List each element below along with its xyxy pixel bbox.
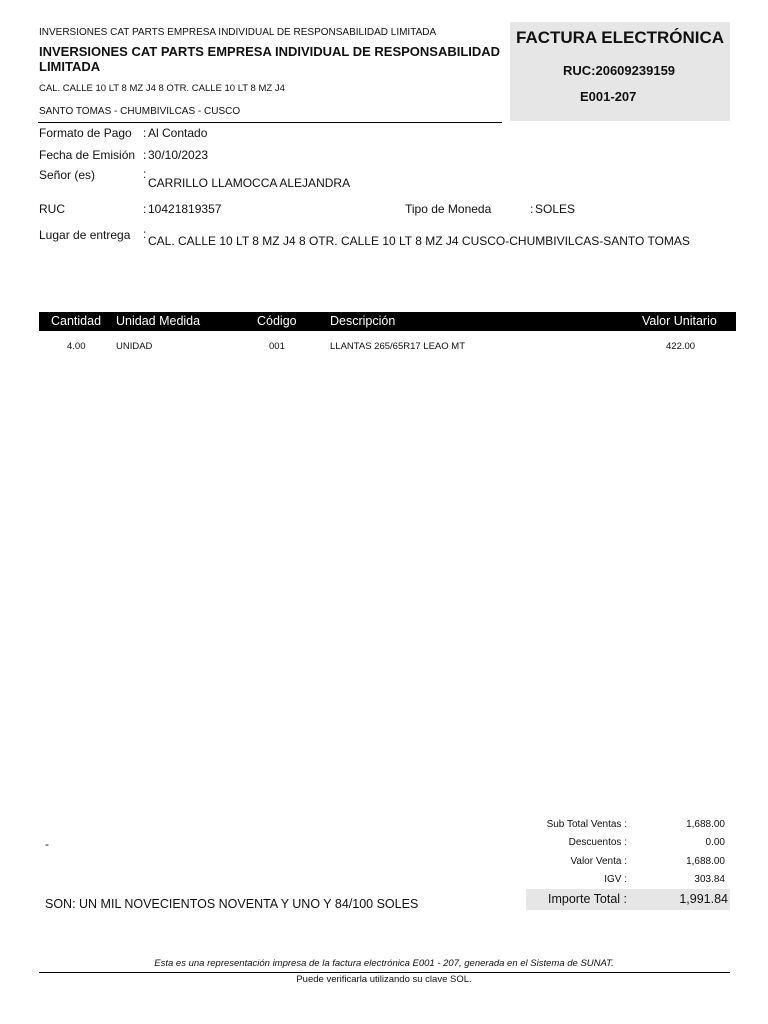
moneda-colon: : bbox=[530, 202, 534, 216]
issuer-name-small: INVERSIONES CAT PARTS EMPRESA INDIVIDUAL DE RESPONSABILIDAD LIMITADA bbox=[39, 27, 437, 38]
formato-label: Formato de Pago bbox=[39, 126, 132, 140]
formato-value: Al Contado bbox=[148, 126, 208, 140]
fecha-label: Fecha de Emisión bbox=[39, 148, 136, 162]
issuer-divider bbox=[38, 122, 502, 123]
importe-total-value: 1,991.84 bbox=[679, 892, 728, 906]
igv-value: 303.84 bbox=[694, 874, 725, 885]
legal-legend: Esta es una representación impresa de la factura electrónica E001 - 207, generada en el Sistema de SUNAT. bbox=[154, 958, 614, 969]
cell-descripcion: LLANTAS 265/65R17 LEAO MT bbox=[330, 341, 465, 352]
senor-colon: : bbox=[143, 167, 147, 181]
valor-venta-label: Valor Venta : bbox=[570, 856, 627, 867]
descuentos-value: 0.00 bbox=[705, 837, 725, 848]
col-header-cantidad: Cantidad bbox=[51, 314, 102, 328]
document-number: E001-207 bbox=[580, 89, 637, 104]
verification-note: Puede verificarla utilizando su clave SOL. bbox=[296, 974, 472, 985]
fecha-value: 30/10/2023 bbox=[148, 148, 209, 162]
subtotal-value: 1,688.00 bbox=[686, 819, 725, 830]
ruc-colon: : bbox=[143, 202, 147, 216]
lugar-label: Lugar de entrega bbox=[39, 228, 131, 242]
subtotal-label: Sub Total Ventas : bbox=[546, 819, 627, 830]
col-header-valor-unitario: Valor Unitario bbox=[642, 314, 717, 328]
issuer-ruc: RUC:20609239159 bbox=[563, 63, 676, 78]
issuer-name-bold: INVERSIONES CAT PARTS EMPRESA INDIVIDUAL DE RESPONSABILIDAD LIMITADA bbox=[39, 44, 501, 74]
issuer-address: CAL. CALLE 10 LT 8 MZ J4 8 OTR. CALLE 10 LT 8 MZ J4 bbox=[39, 83, 285, 94]
ruc-value: 10421819357 bbox=[148, 202, 222, 216]
cell-codigo: 001 bbox=[269, 341, 285, 352]
issuer-district: SANTO TOMAS - CHUMBIVILCAS - CUSCO bbox=[39, 106, 241, 117]
col-header-descripcion: Descripción bbox=[330, 314, 396, 328]
ruc-label: RUC bbox=[39, 202, 65, 216]
fecha-colon: : bbox=[143, 148, 147, 162]
cell-valor-unitario: 422.00 bbox=[666, 341, 696, 352]
descuentos-label: Descuentos : bbox=[568, 837, 627, 848]
formato-colon: : bbox=[143, 126, 147, 140]
moneda-value: SOLES bbox=[535, 202, 576, 216]
cell-unidad: UNIDAD bbox=[116, 341, 153, 352]
moneda-label: Tipo de Moneda bbox=[405, 202, 492, 216]
cell-cantidad: 4.00 bbox=[67, 341, 86, 352]
senor-label: Señor (es) bbox=[39, 168, 96, 182]
valor-venta-value: 1,688.00 bbox=[686, 856, 725, 867]
lugar-colon: : bbox=[143, 227, 147, 241]
document-title: FACTURA ELECTRÓNICA bbox=[516, 28, 725, 47]
col-header-unidad: Unidad Medida bbox=[116, 314, 201, 328]
senor-value: CARRILLO LLAMOCCA ALEJANDRA bbox=[148, 176, 351, 190]
observation-dash: - bbox=[45, 837, 49, 851]
footer-divider bbox=[39, 972, 730, 973]
igv-label: IGV : bbox=[604, 874, 627, 885]
importe-total-label: Importe Total : bbox=[548, 892, 627, 906]
col-header-codigo: Código bbox=[257, 314, 297, 328]
amount-in-words: SON: UN MIL NOVECIENTOS NOVENTA Y UNO Y 84/100 SOLES bbox=[45, 897, 419, 911]
lugar-value: CAL. CALLE 10 LT 8 MZ J4 8 OTR. CALLE 10 LT 8 MZ J4 CUSCO-CHUMBIVILCAS-SANTO TOMAS bbox=[148, 234, 690, 248]
